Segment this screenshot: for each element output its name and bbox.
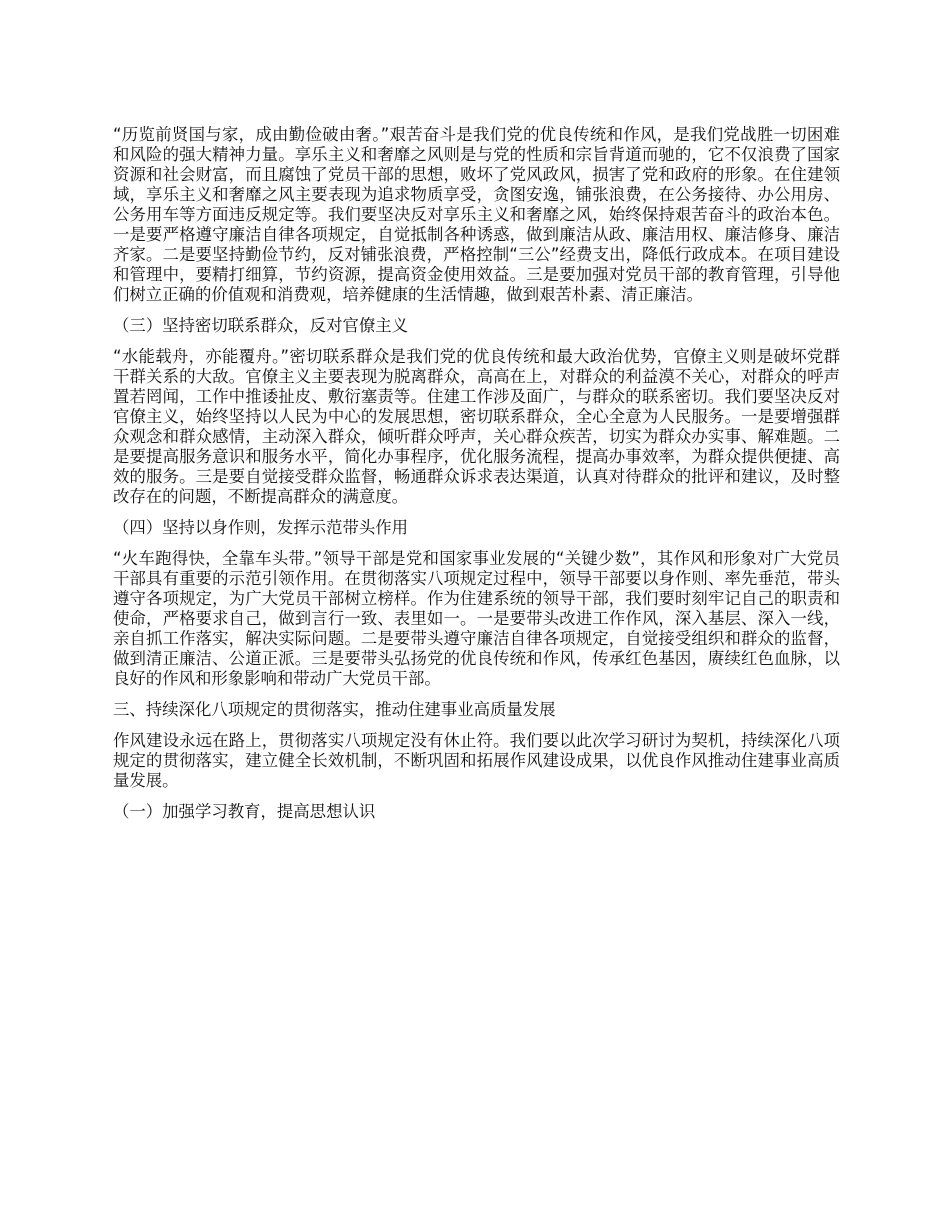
paragraph-frugality: “历览前贤国与家，成由勤俭破由奢。”艰苦奋斗是我们党的优良传统和作风，是我们党战胜一切困难和风险的强大精神力量。享乐主义和奢靡之风则是与党的性质和宗旨背道而驰的，它不仅浪费了国家资源和社会财富，而且腐蚀了党员干部的思想，败坏了党风政风，损害了党和政府的形象。在住建领域，享乐主义和奢靡之风主要表现为追求物质享受，贪图安逸，铺张浪费，在公务接待、办公用房、公务用车等方面违反规定等。我们要坚决反对享乐主义和奢靡之风，始终保持艰苦奋斗的政治本色。一是要严格遵守廉洁自律各项规定，自觉抵制各种诱惑，做到廉洁从政、廉洁用权、廉洁修身、廉洁齐家。二是要坚持勤俭节约，反对铺张浪费，严格控制“三公”经费支出，降低行政成本。在项目建设和管理中，要精打细算，节约资源，提高资金使用效益。三是要加强对党员干部的教育管理，引导他们树立正确的价值观和消费观，培养健康的生活情趣，做到艰苦朴素、清正廉洁。 <box>113 125 840 304</box>
section-heading-1: （一）加强学习教育，提高思想认识 <box>113 802 376 821</box>
section-heading-4: （四）坚持以身作则，发挥示范带头作用 <box>113 518 409 537</box>
section-heading-3: （三）坚持密切联系群众，反对官僚主义 <box>113 316 409 335</box>
paragraph-lead-by-example: “火车跑得快，全靠车头带。”领导干部是党和国家事业发展的“关键少数”，其作风和形象对广大党员干部具有重要的示范引领作用。在贯彻落实八项规定过程中，领导干部要以身作则、率先垂范，带头遵守各项规定，为广大党员干部树立榜样。作为住建系统的领导干部，我们要时刻牢记自己的职责和使命，严格要求自己，做到言行一致、表里如一。一是要带头改进工作作风，深入基层、深入一线，亲自抓工作落实，解决实际问题。二是要带头遵守廉洁自律各项规定，自觉接受组织和群众的监督，做到清正廉洁、公道正派。三是要带头弘扬党的优良传统和作风，传承红色基因，赓续红色血脉，以良好的作风和形象影响和带动广大党员干部。 <box>113 549 840 688</box>
paragraph-contact-masses: “水能载舟，亦能覆舟。”密切联系群众是我们党的优良传统和最大政治优势，官僚主义则是破坏党群干群关系的大敌。官僚主义主要表现为脱离群众，高高在上，对群众的利益漠不关心，对群众的呼声置若罔闻，工作中推诿扯皮、敷衍塞责等。住建工作涉及面广，与群众的联系密切。我们要坚决反对官僚主义，始终坚持以人民为中心的发展思想，密切联系群众，全心全意为人民服务。一是要增强群众观念和群众感情，主动深入群众，倾听群众呼声，关心群众疾苦，切实为群众办实事、解难题。二是要提高服务意识和服务水平，简化办事程序，优化服务流程，提高办事效率，为群众提供便捷、高效的服务。三是要自觉接受群众监督，畅通群众诉求表达渠道，认真对待群众的批评和建议，及时整改存在的问题，不断提高群众的满意度。 <box>113 347 840 506</box>
chapter-heading-3: 三、持续深化八项规定的贯彻落实，推动住建事业高质量发展 <box>113 700 556 719</box>
document-body <box>113 125 840 833</box>
paragraph-continuous-implementation: 作风建设永远在路上，贯彻落实八项规定没有休止符。我们要以此次学习研讨为契机，持续深化八项规定的贯彻落实，建立健全长效机制，不断巩固和拓展作风建设成果，以优良作风推动住建事业高质量发展。 <box>113 731 840 790</box>
